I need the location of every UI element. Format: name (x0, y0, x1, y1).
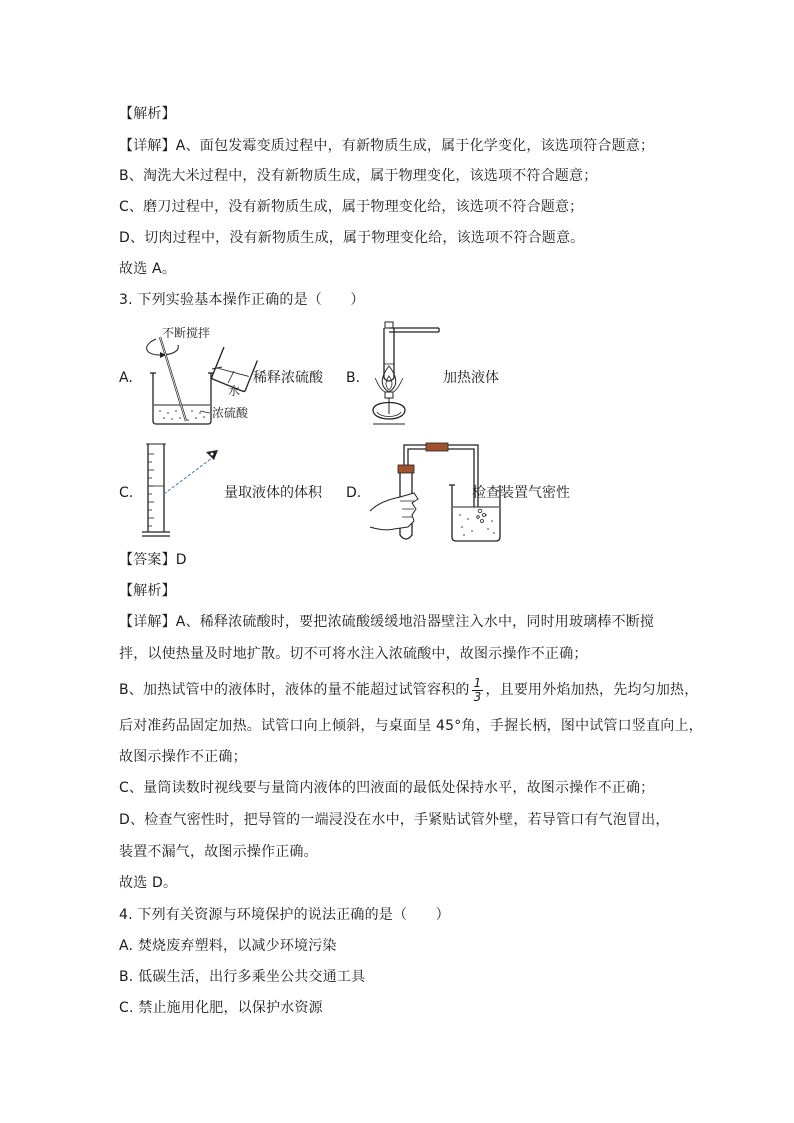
conclusion-line: 故选 A。 (119, 261, 177, 277)
graduated-cylinder-diagram (140, 440, 230, 545)
option-line: C. 禁止施用化肥，以保护水资源 (119, 1000, 323, 1016)
question-3-stem: 3. 下列实验基本操作正确的是（ ） (119, 292, 365, 308)
fraction-numerator: 1 (473, 675, 482, 690)
detail-paragraph: D、检查气密性时，把导管的一端浸没在水中，手紧贴试管外壁，若导管口有气泡冒出， (119, 812, 670, 828)
option-c-caption: 量取液体的体积 (224, 485, 322, 501)
option-line: B. 低碳生活，出行多乘坐公共交通工具 (119, 969, 366, 985)
figure-heat-liquid (365, 320, 445, 432)
option-a-letter: A. (119, 370, 133, 386)
detail-paragraph: 【详解】A、面包发霉变质过程中，有新物质生成，属于化学变化，该选项符合题意； (119, 138, 655, 154)
option-b-letter: B. (346, 370, 361, 386)
conclusion-line: 故选 D。 (119, 875, 178, 891)
analysis-heading: 【解析】 (119, 583, 176, 599)
option-d-caption: 检查装置气密性 (472, 485, 570, 501)
fraction-denominator: 3 (473, 689, 482, 704)
option-d-letter: D. (346, 485, 362, 501)
detail-text: B、加热试管中的液体时，液体的量不能超过试管容积的 (119, 682, 470, 698)
option-a-caption: 稀释浓硫酸 (253, 370, 323, 386)
detail-paragraph: 后对准药品固定加热。试管口向上倾斜，与桌面呈 45°角，手握长柄，图中试管口竖直向上， (119, 718, 703, 734)
analysis-heading: 【解析】 (119, 106, 176, 122)
detail-paragraph: C、磨刀过程中，没有新物质生成，属于物理变化给，该选项不符合题意； (119, 199, 584, 215)
detail-paragraph-fraction (119, 676, 698, 704)
question-4-stem: 4. 下列有关资源与环境保护的说法正确的是（ ） (119, 907, 450, 923)
detail-paragraph: 拌，以使热量及时地扩散。切不可将水注入浓硫酸中，故图示操作不正确； (119, 646, 588, 662)
option-line: A. 焚烧废弃塑料，以减少环境污染 (119, 938, 337, 954)
detail-paragraph: C、量筒读数时视线要与量筒内液体的凹液面的最低处保持水平，故图示操作不正确； (119, 780, 655, 796)
label-water: 水 (228, 384, 241, 398)
label-stir: 不断搅拌 (162, 326, 211, 340)
label-acid: 浓硫酸 (212, 406, 249, 420)
answer-line: 【答案】D (119, 552, 187, 568)
option-b-caption: 加热液体 (443, 370, 499, 386)
detail-paragraph: 故图示操作不正确； (119, 749, 247, 765)
detail-paragraph: B、淘洗大米过程中，没有新物质生成，属于物理变化，该选项不符合题意； (119, 168, 598, 184)
detail-text: ，且要用外焰加热，先均匀加热， (485, 682, 699, 698)
fraction (472, 677, 484, 704)
heat-liquid-diagram (365, 320, 445, 432)
detail-paragraph: D、切肉过程中，没有新物质生成，属于物理变化给，该选项不符合题意。 (119, 230, 585, 246)
detail-paragraph: 装置不漏气，故图示操作正确。 (119, 844, 318, 860)
detail-paragraph: 【详解】A、稀释浓硫酸时，要把浓硫酸缓缓地沿器壁注入水中，同时用玻璃棒不断搅 (119, 614, 655, 630)
option-c-letter: C. (119, 485, 134, 501)
figure-graduated-cylinder (140, 440, 230, 545)
